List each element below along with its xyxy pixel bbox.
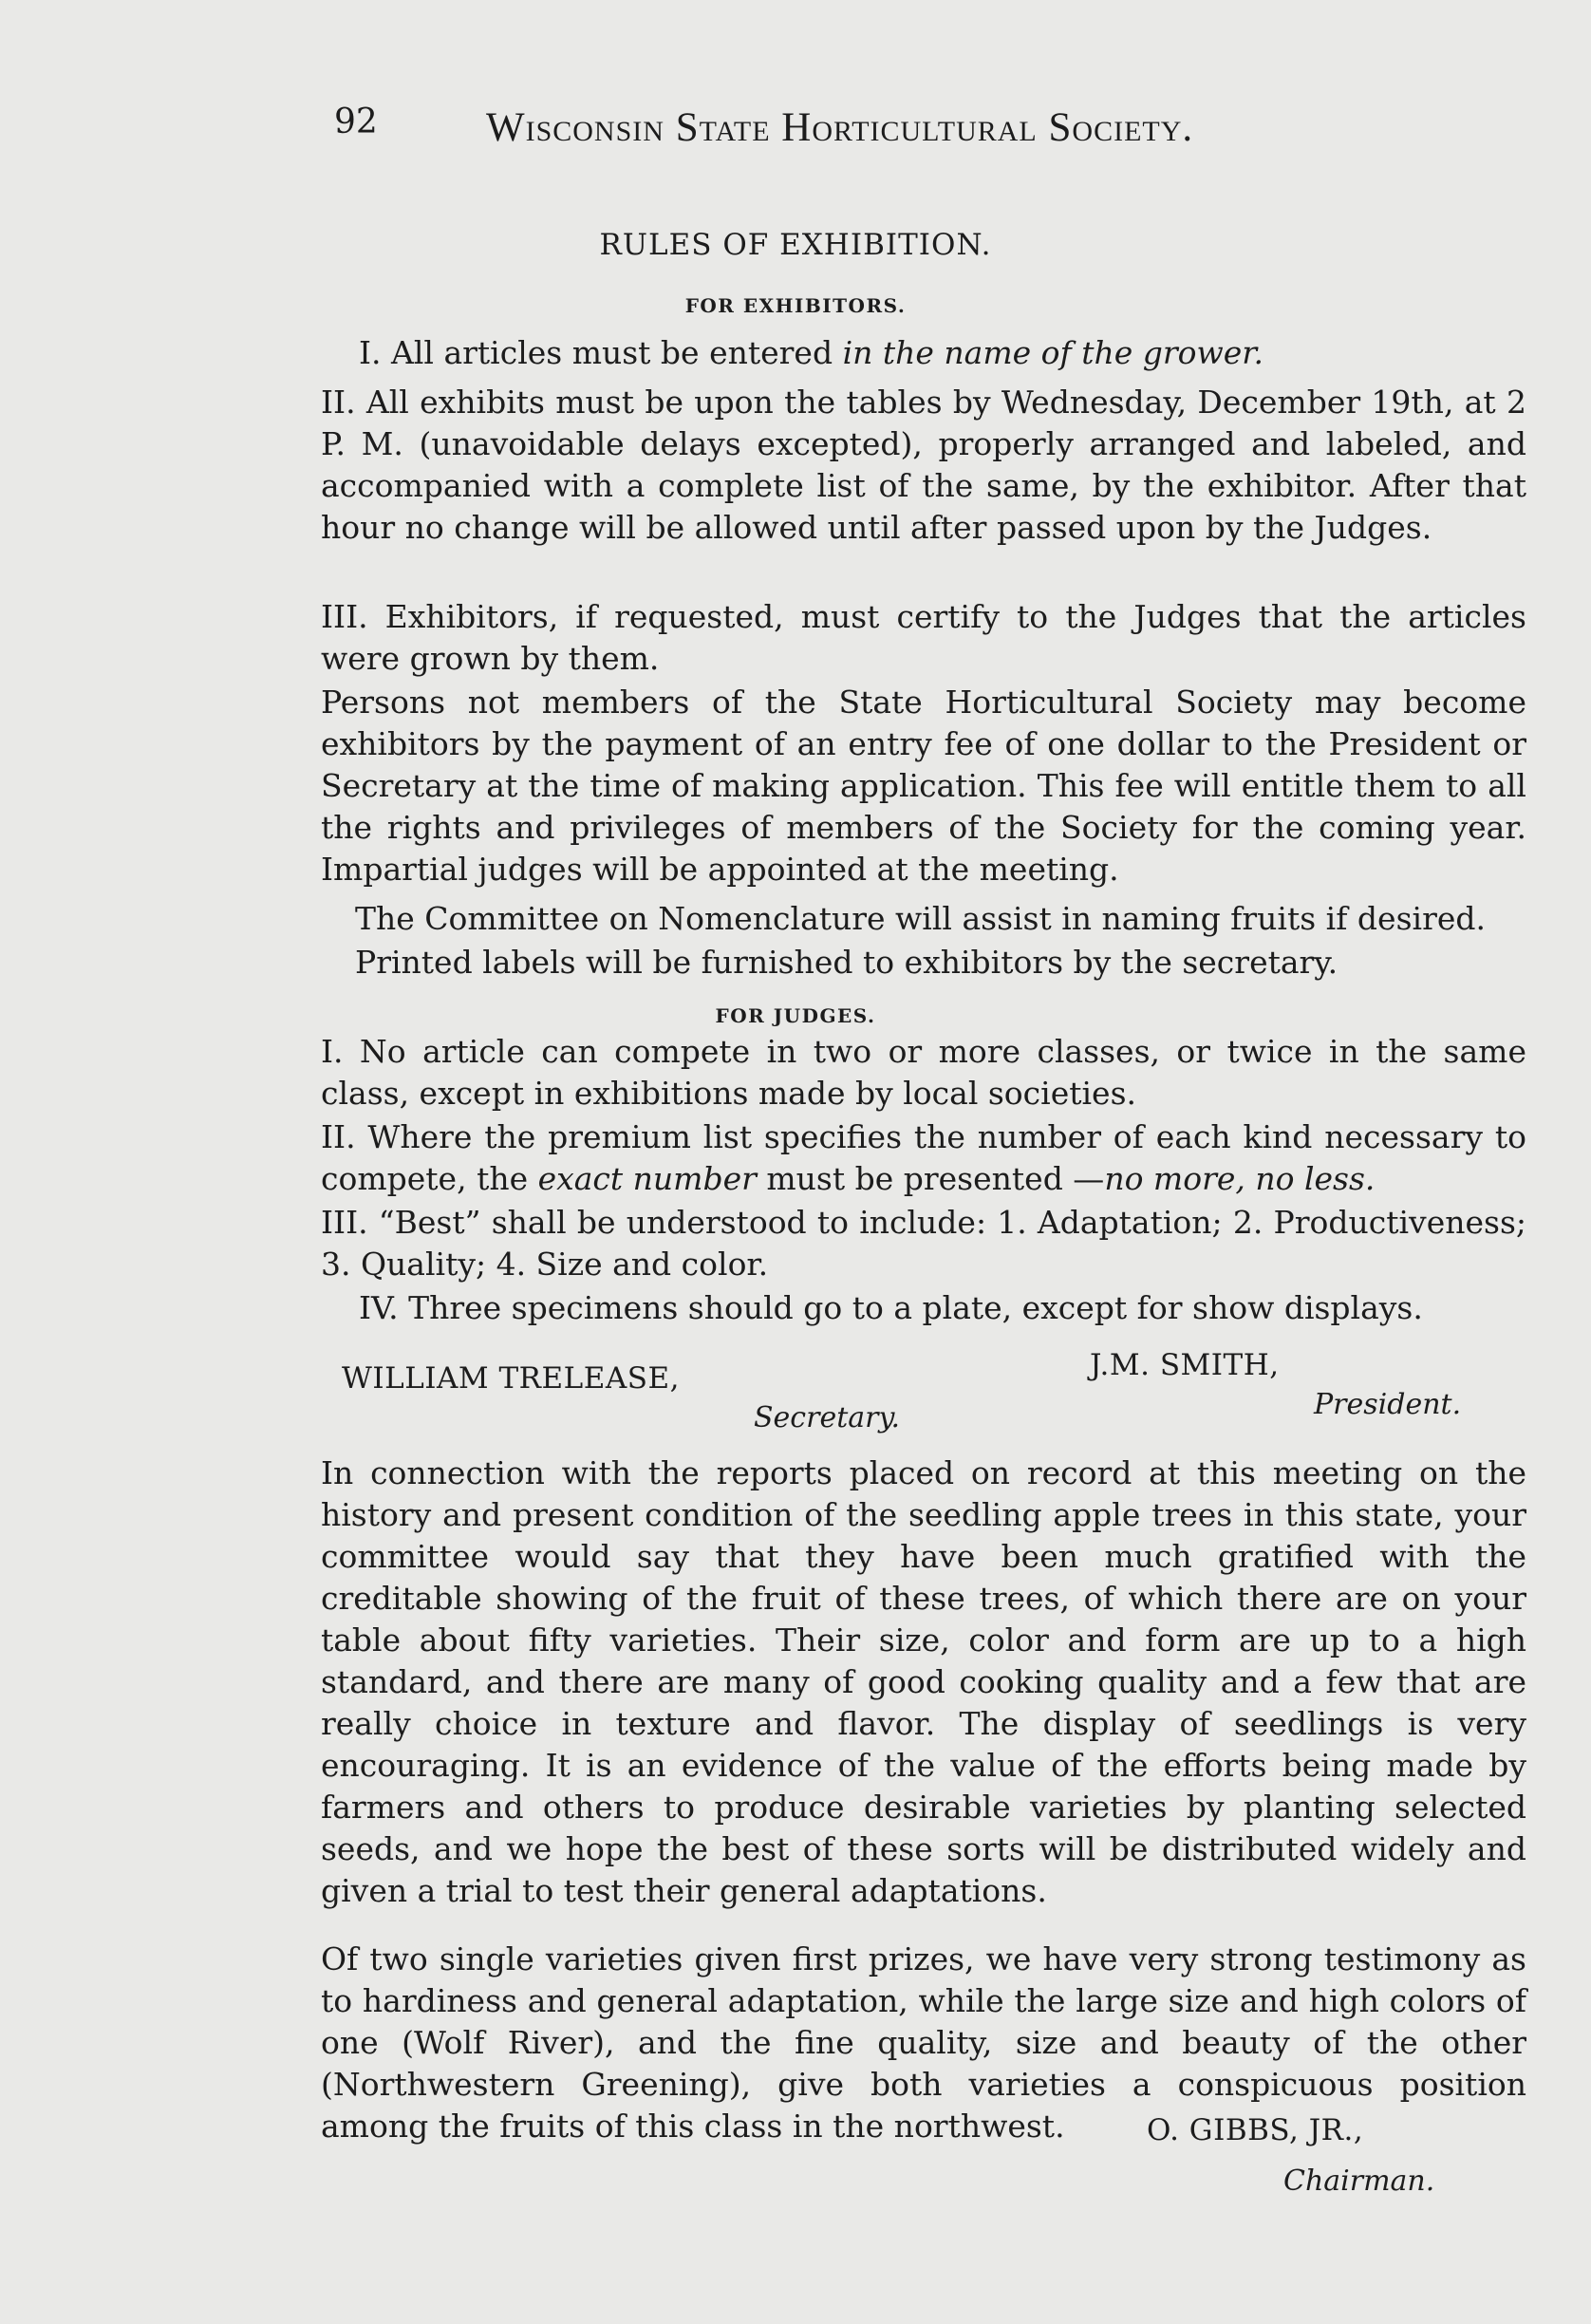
judge-rule-2: II. Where the premium list specifies the number of each kind necessary to compete, the exact number must be presented —no more, no less.	[321, 1118, 1526, 1197]
committee-line-2: Printed labels will be furnished to exhibitors by the secretary.	[355, 944, 1338, 981]
running-title: Wisconsin State Horticultural Society.	[486, 105, 1194, 150]
secretary-title: Secretary.	[754, 1401, 900, 1434]
persons-paragraph: Persons not members of the State Horticultural Society may become exhibitors by the payment of an entry fee of one dollar to the President or Secretary at the time of making application. This fee will entitle them to all the rights and privileges of members of the Society for the coming year. Impartial judges will be appointed at the meeting.	[321, 684, 1526, 888]
section-title: RULES OF EXHIBITION.	[599, 228, 992, 262]
report-paragraph-2: Of two single varieties given first prizes, we have very strong testimony as to hardiness and general adaptation, while the large size and high colors of one (Wolf River), and the fine quality, size and beauty of the other (Northwestern Greening), give both varieties a conspicuous position among the fruits of this class in the northwest.	[321, 1940, 1526, 2145]
secretary-name: WILLIAM TRELEASE,	[342, 1361, 680, 1396]
judge-rule-1: I. No article can compete in two or more classes, or twice in the same class, except in exhibitions made by local societies.	[321, 1033, 1526, 1112]
page-number: 92	[334, 103, 378, 141]
president-name: J.M. SMITH,	[1090, 1348, 1280, 1382]
committee-line-1: The Committee on Nomenclature will assist in naming fruits if desired.	[355, 900, 1486, 937]
subheading-exhibitors: FOR EXHIBITORS.	[684, 294, 907, 317]
report-signer-name: O. GIBBS, JR.,	[1147, 2113, 1364, 2147]
report-paragraph-1: In connection with the reports placed on record at this meeting on the history and present condition of the seedling apple trees in this state, your committee would say that they have been much gratified with the creditable showing of the fruit of these trees, of which there are on your table about fifty varieties. Their size, color and form are up to a high standard, and there are many of good cooking quality and a few that are really choice in texture and flavor. The display of seedlings is very encouraging. It is an evidence of the value of the efforts being made by farmers and others to produce desirable varieties by planting selected seeds, and we hope the best of these sorts will be distributed widely and given a trial to test their general adaptations.	[321, 1454, 1526, 1909]
exhibitor-rule-3: III. Exhibitors, if requested, must certify to the Judges that the articles were grown by them.	[321, 598, 1526, 677]
report-signer-title: Chairman.	[1283, 2165, 1435, 2198]
president-title: President.	[1314, 1388, 1462, 1421]
judge-rule-4: IV. Three specimens should go to a plate, except for show displays.	[359, 1289, 1423, 1326]
subheading-judges: FOR JUDGES.	[715, 1004, 876, 1027]
exhibitor-rule-2: II. All exhibits must be upon the tables by Wednesday, December 19th, at 2 P. M. (unavoidable delays excepted), properly arranged and labeled, and accompanied with a complete list of the same, by the exhibitor. After that hour no change will be allowed until after passed upon by the Judges.	[321, 384, 1526, 546]
judge-rule-3: III. “Best” shall be understood to include: 1. Adaptation; 2. Productiveness; 3. Quality; 4. Size and color.	[321, 1204, 1526, 1283]
exhibitor-rule-1: I. All articles must be entered in the name of the grower.	[359, 334, 1263, 371]
